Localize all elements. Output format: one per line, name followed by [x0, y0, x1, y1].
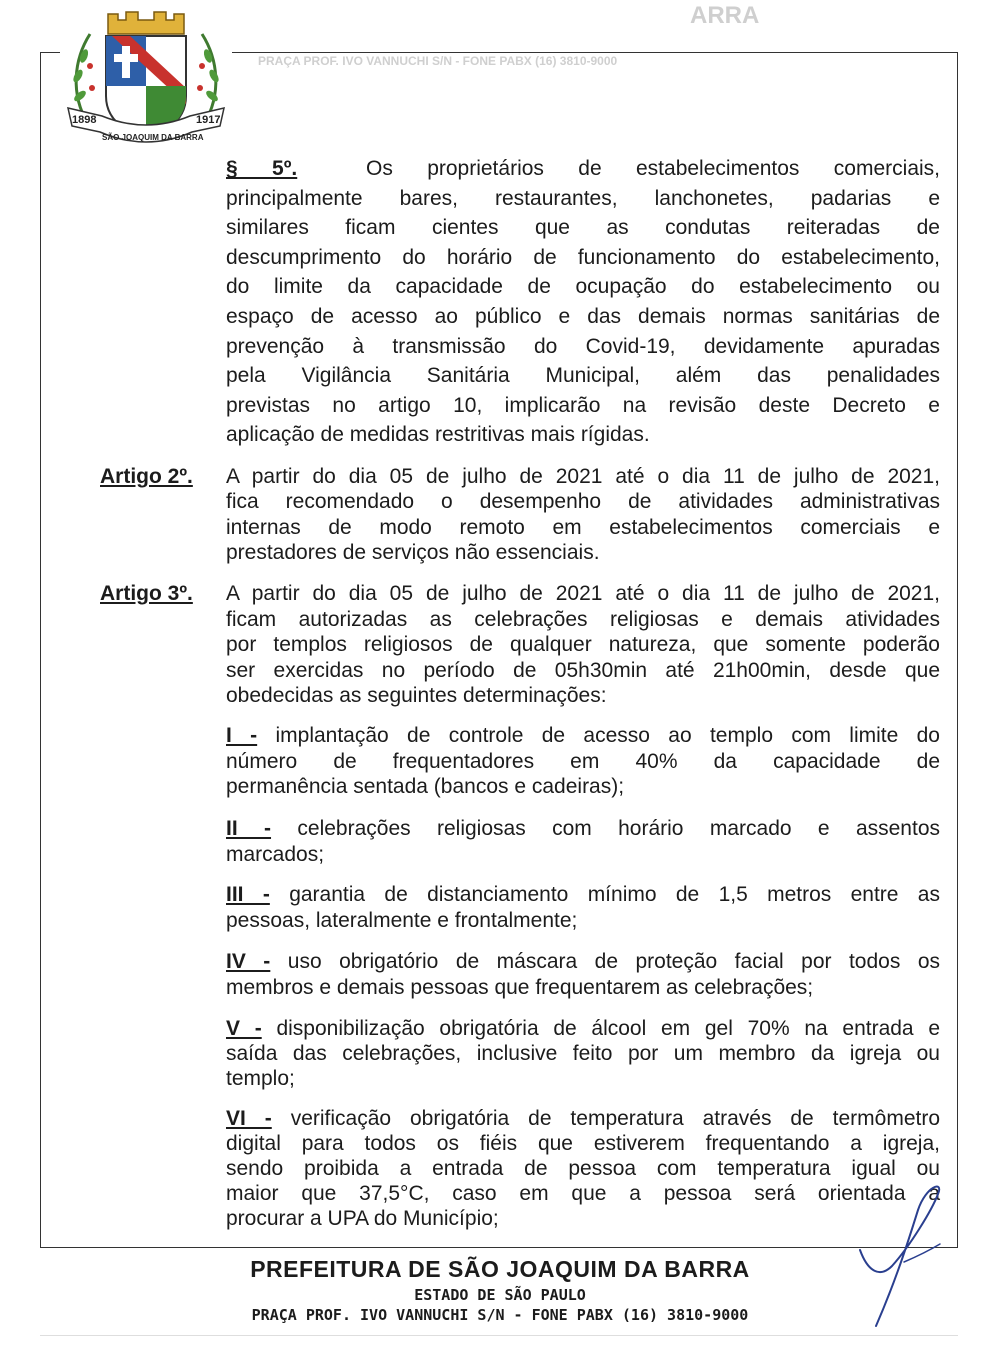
- section-5-line: espaço de acesso ao público e das demais normas sanitárias de: [226, 304, 940, 328]
- section-5-line: prevenção à transmissão do Covid-19, devidamente apuradas: [226, 334, 940, 358]
- article-3-line: obedecidas as seguintes determinações:: [226, 684, 607, 707]
- item-line: templo;: [226, 1067, 295, 1090]
- section-5-line: Os proprietários de estabelecimentos comerciais,: [365, 157, 940, 180]
- section-5-line: previstas no artigo 10, implicarão na revisão deste Decreto e: [226, 393, 940, 417]
- municipal-crest: [60, 4, 232, 164]
- item-line: marcados;: [226, 842, 325, 866]
- article-3-item-vi: [226, 1106, 940, 1231]
- item-iii-tag: III -: [226, 883, 270, 906]
- item-line: maior que 37,5°C, caso em que a pessoa será orientada a: [226, 1182, 940, 1205]
- article-2-label: Artigo 2º.: [100, 465, 193, 488]
- svg-text:SÃO JOAQUIM DA BARRA: SÃO JOAQUIM DA BARRA: [102, 133, 204, 142]
- section-5-line: pela Vigilância Sanitária Municipal, além das penalidades: [226, 364, 940, 388]
- article-2-line: A partir do dia 05 de julho de 2021 até o dia 11 de julho de 2021,: [226, 465, 940, 488]
- svg-text:1917: 1917: [196, 114, 221, 126]
- section-5-line: principalmente bares, restaurantes, lanchonetes, padarias e: [226, 186, 940, 210]
- item-line: uso obrigatório de máscara de proteção facial por todos os: [287, 950, 940, 973]
- item-line: disponibilização obrigatória de álcool em gel 70% na entrada e: [276, 1017, 941, 1040]
- faded-header-address: PRAÇA PROF. IVO VANNUCHI S/N - FONE PABX (16) 3810-9000: [258, 54, 618, 68]
- section-5-tag: § 5º.: [226, 157, 298, 180]
- item-vi-tag: VI -: [226, 1107, 272, 1130]
- item-iv-tag: IV -: [226, 950, 271, 973]
- article-2-line: internas de modo remoto em estabelecimentos comerciais e: [226, 515, 940, 539]
- item-line: permanência sentada (bancos e cadeiras);: [226, 775, 625, 798]
- item-line: verificação obrigatória de temperatura através de termômetro: [290, 1107, 941, 1130]
- bottom-rule: [40, 1335, 958, 1336]
- section-5-line: similares ficam cientes que as condutas reiteradas de: [226, 216, 940, 240]
- coat-of-arms-icon: [60, 4, 232, 164]
- article-3-label: Artigo 3º.: [100, 582, 193, 605]
- section-5-paragraph: [226, 154, 940, 450]
- item-line: número de frequentadores em 40% da capacidade de: [226, 749, 940, 773]
- footer-title: PREFEITURA DE SÃO JOAQUIM DA BARRA: [250, 1256, 750, 1282]
- article-3-item-iv: [226, 949, 940, 1000]
- article-3-item-iii: [226, 882, 940, 933]
- section-5-line: descumprimento do horário de funcionamento do estabelecimento,: [226, 245, 940, 269]
- article-3-line: ser exercidas no período de 05h30min até 21h00min, desde que: [226, 658, 940, 682]
- faded-header-title: ARRA: [690, 2, 760, 29]
- article-3-line: ficam autorizadas as celebrações religiosas e demais atividades: [226, 607, 940, 631]
- article-3-line: por templos religiosos de qualquer natureza, que somente poderão: [226, 633, 940, 656]
- article-2-line: prestadores de serviços não essenciais.: [226, 540, 600, 564]
- footer-state: ESTADO DE SÃO PAULO: [414, 1286, 586, 1304]
- item-ii-tag: II -: [226, 817, 272, 840]
- svg-text:1898: 1898: [72, 114, 97, 126]
- article-3-item-ii: [226, 816, 940, 867]
- item-line: membros e demais pessoas que frequentarem as celebrações;: [226, 975, 814, 999]
- article-3-item-v: [226, 1016, 940, 1091]
- item-line: implantação de controle de acesso ao templo com limite do: [275, 724, 940, 747]
- item-line: celebrações religiosas com horário marcado e assentos: [297, 817, 941, 840]
- item-line: garantia de distanciamento mínimo de 1,5 metros entre as: [289, 883, 940, 906]
- item-line: procurar a UPA do Município;: [226, 1207, 499, 1230]
- item-v-tag: V -: [226, 1017, 262, 1040]
- article-3-line: A partir do dia 05 de julho de 2021 até o dia 11 de julho de 2021,: [226, 582, 940, 605]
- article-3-item-i: [226, 723, 940, 800]
- footer-address: PRAÇA PROF. IVO VANNUCHI S/N - FONE PABX (16) 3810-9000: [251, 1306, 749, 1324]
- item-line: digital para todos os fiéis que estiverem frequentando a igreja,: [226, 1132, 940, 1155]
- article-3-paragraph: [226, 581, 940, 709]
- item-line: sendo proibida a entrada de pessoa com temperatura igual ou: [226, 1157, 940, 1180]
- item-i-tag: I -: [226, 724, 258, 747]
- article-2-paragraph: [226, 464, 940, 565]
- item-line: pessoas, lateralmente e frontalmente;: [226, 908, 578, 932]
- article-2-line: fica recomendado o desempenho de atividades administrativas: [226, 490, 940, 514]
- section-5-line: do limite da capacidade de ocupação do estabelecimento ou: [226, 275, 940, 299]
- section-5-line: aplicação de medidas restritivas mais rígidas.: [226, 423, 650, 447]
- item-line: saída das celebrações, inclusive feito por um membro da igreja ou: [226, 1042, 940, 1065]
